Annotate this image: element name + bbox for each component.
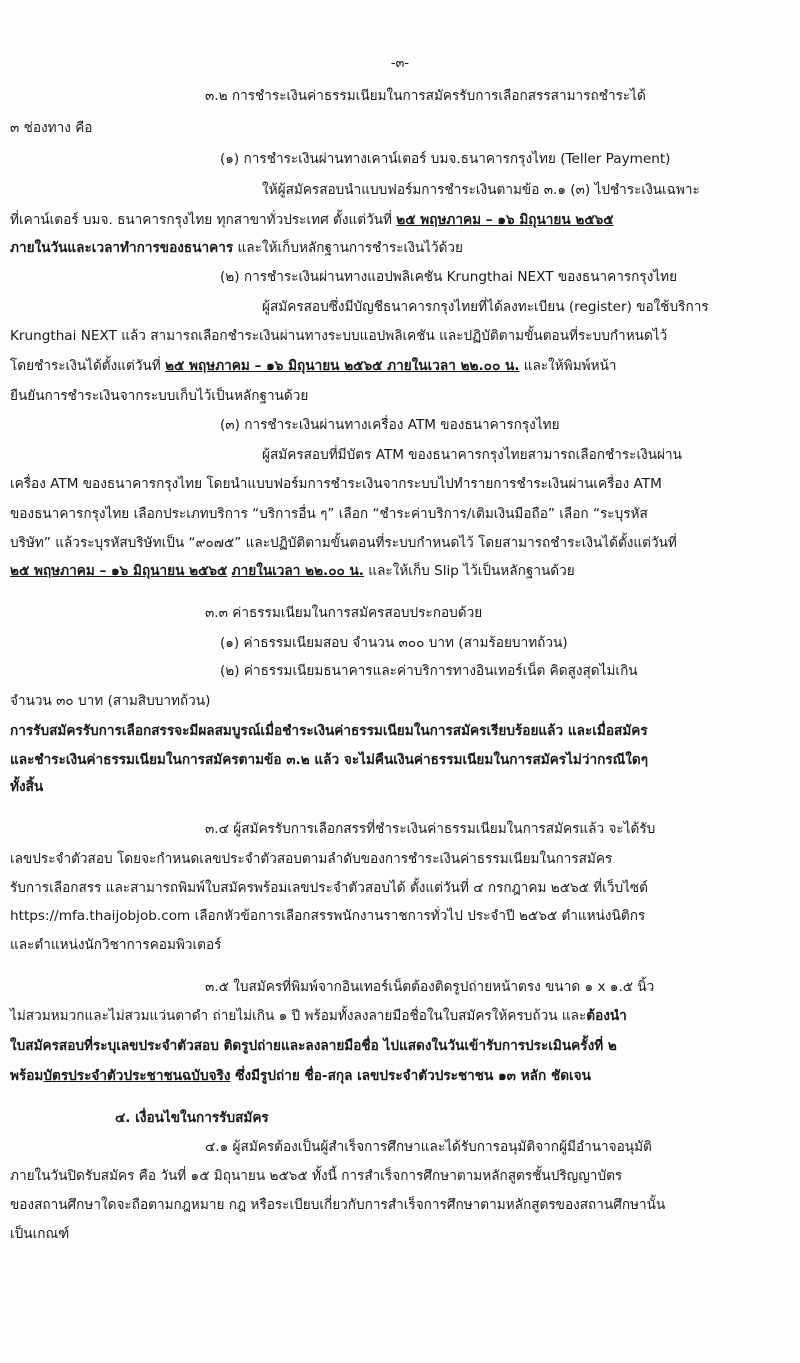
text-line [10,935,221,955]
text-segment: ผู้สมัครสอบที่มีบัตร ATM ของธนาคารกรุงไทยสามารถเลือกชำระเงินผ่าน [262,447,682,463]
text-segment: ของสถานศึกษาใดจะถือตามกฎหมาย กฎ หรือระเบียบเกี่ยวกับการสำเร็จการศึกษาตามหลักสูตรของสถานศึกษานั้น [10,1197,666,1213]
text-segment: และตำแหน่งนักวิชาการคอมพิวเตอร์ [10,937,222,953]
text-segment: ไม่สวมหมวกและไม่สวมแว่นตาดำ ถ่ายไม่เกิน ๑ ปี พร้อมทั้งลงลายมือชื่อในใบสมัครให้ครบถ้วน และ [10,1008,587,1024]
text-line [262,180,700,200]
emphasized-text: ๒๕ พฤษภาคม – ๑๖ มิถุนายน ๒๕๖๕ [396,212,614,228]
text-segment: ให้ผู้สมัครสอบนำแบบฟอร์มการชำระเงินตามข้อ ๓.๑ (๓) ไปชำระเงินเฉพาะ [262,182,700,198]
text-segment: จำนวน ๓๐ บาท (สามสิบบาทถ้วน) [10,693,211,709]
text-line [10,1006,627,1026]
text-line [10,777,43,797]
emphasized-text: ๒๕ พฤษภาคม – ๑๖ มิถุนายน ๒๕๖๕ [10,563,228,579]
text-line [10,118,92,138]
text-line [205,1137,652,1157]
text-line [10,1036,617,1056]
emphasized-text: ภายในวันและเวลาทำการของธนาคาร [10,240,234,256]
emphasized-text: ซึ่งมีรูปถ่าย ชื่อ-สกุล เลขประจำตัวประชาชน ๑๓ หลัก ชัดเจน [230,1068,591,1084]
emphasized-text: ทั้งสิ้น [10,779,44,795]
text-line [10,1066,591,1086]
text-segment: ๓.๓ ค่าธรรมเนียมในการสมัครสอบประกอบด้วย [205,605,483,621]
text-segment: บริษัท” แล้วระบุรหัสบริษัทเป็น “๙๐๗๕” และปฏิบัติตามขั้นตอนที่ระบบกำหนดไว้ โดยสามารถชำระเงินได้ตั้งแต่วันที่ [10,535,677,551]
text-line [205,603,482,623]
emphasized-text: การรับสมัครรับการเลือกสรรจะมีผลสมบูรณ์เมื่อชำระเงินค่าธรรมเนียมในการสมัครเรียบร้อยแล้ว และเมื่อสมัคร [10,723,648,739]
text-segment: (๓) การชำระเงินผ่านทางเครื่อง ATM ของธนาคารกรุงไทย [220,417,560,433]
text-line [10,474,662,494]
text-line [220,661,638,681]
text-segment: (๒) การชำระเงินผ่านทางแอปพลิเคชัน Krungthai NEXT ของธนาคารกรุงไทย [220,269,678,285]
text-line [220,633,568,653]
text-line [220,149,671,169]
text-line [10,849,612,869]
text-line [10,750,648,770]
text-line [10,356,617,376]
text-segment: ๔.๑ ผู้สมัครต้องเป็นผู้สำเร็จการศึกษาและได้รับการอนุมัติจากผู้มีอำนาจอนุมัติ [205,1139,652,1155]
text-line [10,721,648,741]
text-line [10,504,648,524]
text-line [10,561,575,581]
text-line [220,267,677,287]
text-line [262,445,682,465]
emphasized-text: ๔. เงื่อนไขในการรับสมัคร [115,1110,269,1126]
text-line [115,1108,269,1128]
page-number: -๓- [390,56,410,71]
text-line [10,326,667,346]
emphasized-text: ภายในเวลา ๒๒.๐๐ น. [231,563,364,579]
emphasized-text: พร้อม [10,1068,44,1084]
text-segment: ที่เคาน์เตอร์ บมจ. ธนาคารกรุงไทย ทุกสาขาทั่วประเทศ ตั้งแต่วันที่ [10,212,397,228]
text-segment: เครื่อง ATM ของธนาคารกรุงไทย โดยนำแบบฟอร์มการชำระเงินจากระบบไปทำรายการชำระเงินผ่านเครื่อง ATM [10,476,662,492]
text-line [10,878,648,898]
text-segment: ยืนยันการชำระเงินจากระบบเก็บไว้เป็นหลักฐานด้วย [10,388,309,404]
text-segment: (๒) ค่าธรรมเนียมธนาคารและค่าบริการทางอินเทอร์เน็ต คิดสูงสุดไม่เกิน [220,663,638,679]
text-line [205,977,654,997]
text-line [262,297,709,317]
text-segment: ภายในวันปิดรับสมัคร คือ วันที่ ๑๕ มิถุนายน ๒๕๖๕ ทั้งนี้ การสำเร็จการศึกษาตามหลักสูตรชั้นปริญญาบัตร [10,1168,623,1184]
text-segment[interactable]: https://mfa.thaijobjob.com เลือกหัวข้อการเลือกสรรพนักงานราชการทั่วไป ประจำปี ๒๕๖๕ ตำแหน่งนิติกร [10,908,646,924]
text-segment: โดยชำระเงินได้ตั้งแต่วันที่ [10,358,166,374]
text-segment: และให้เก็บหลักฐานการชำระเงินไว้ด้วย [233,240,464,256]
text-line [10,1195,665,1215]
emphasized-text: ต้องนำ [586,1008,627,1024]
text-segment: ๓.๔ ผู้สมัครรับการเลือกสรรที่ชำระเงินค่าธรรมเนียมในการสมัครแล้ว จะได้รับ [205,821,656,837]
text-line [10,1224,69,1244]
text-line [10,238,463,258]
text-line [10,386,308,406]
text-segment: และให้พิมพ์หน้า [519,358,617,374]
text-line [10,210,614,230]
emphasized-text: ใบสมัครสอบที่ระบุเลขประจำตัวสอบ ติดรูปถ่ายและลงลายมือชื่อ ไปแสดงในวันเข้ารับการประเมินครั้งที่ ๒ [10,1038,617,1054]
text-segment: เลขประจำตัวสอบ โดยจะกำหนดเลขประจำตัวสอบตามลำดับของการชำระเงินค่าธรรมเนียมในการสมัคร [10,851,613,867]
text-line [220,415,560,435]
text-segment: รับการเลือกสรร และสามารถพิมพ์ใบสมัครพร้อมเลขประจำตัวสอบได้ ตั้งแต่วันที่ ๔ กรกฎาคม ๒๕๖๕ ที่เว็บไซต์ [10,880,648,896]
text-segment: (๑) การชำระเงินผ่านทางเคาน์เตอร์ บมจ.ธนาคารกรุงไทย (Teller Payment) [220,151,671,167]
text-line [10,533,677,553]
text-line [10,1166,622,1186]
text-segment: เป็นเกณฑ์ [10,1226,70,1242]
text-line [205,86,646,106]
text-segment: ของธนาคารกรุงไทย เลือกประเภทบริการ “บริการอื่น ๆ” เลือก “ชำระค่าบริการ/เติมเงินมือถือ” เลือก “ระบุรหัส [10,506,648,522]
emphasized-text: บัตรประจำตัวประชาชนฉบับจริง [43,1068,231,1084]
text-segment: ๓ ช่องทาง คือ [10,120,93,136]
text-segment: Krungthai NEXT แล้ว สามารถเลือกชำระเงินผ่านทางระบบแอปพลิเคชัน และปฏิบัติตามขั้นตอนที่ระบบกำหนดไว้ [10,328,668,344]
text-line [10,691,210,711]
text-line [10,906,645,926]
emphasized-text: ๒๕ พฤษภาคม – ๑๖ มิถุนายน ๒๕๖๕ ภายในเวลา ๒๒.๐๐ น. [165,358,520,374]
text-segment: (๑) ค่าธรรมเนียมสอบ จำนวน ๓๐๐ บาท (สามร้อยบาทถ้วน) [220,635,568,651]
text-line [205,819,655,839]
text-segment: ๓.๒ การชำระเงินค่าธรรมเนียมในการสมัครรับการเลือกสรรสามารถชำระได้ [205,88,646,104]
text-segment: ผู้สมัครสอบซึ่งมีบัญชีธนาคารกรุงไทยที่ได้ลงทะเบียน (register) ขอใช้บริการ [262,299,709,315]
text-segment: ๓.๕ ใบสมัครที่พิมพ์จากอินเทอร์เน็ตต้องติดรูปถ่ายหน้าตรง ขนาด ๑ x ๑.๕ นิ้ว [205,979,655,995]
emphasized-text: และชำระเงินค่าธรรมเนียมในการสมัครตามข้อ ๓.๒ แล้ว จะไม่คืนเงินค่าธรรมเนียมในการสมัครไม่ว่ากรณีใดๆ [10,752,649,768]
text-segment: และให้เก็บ Slip ไว้เป็นหลักฐานด้วย [363,563,575,579]
